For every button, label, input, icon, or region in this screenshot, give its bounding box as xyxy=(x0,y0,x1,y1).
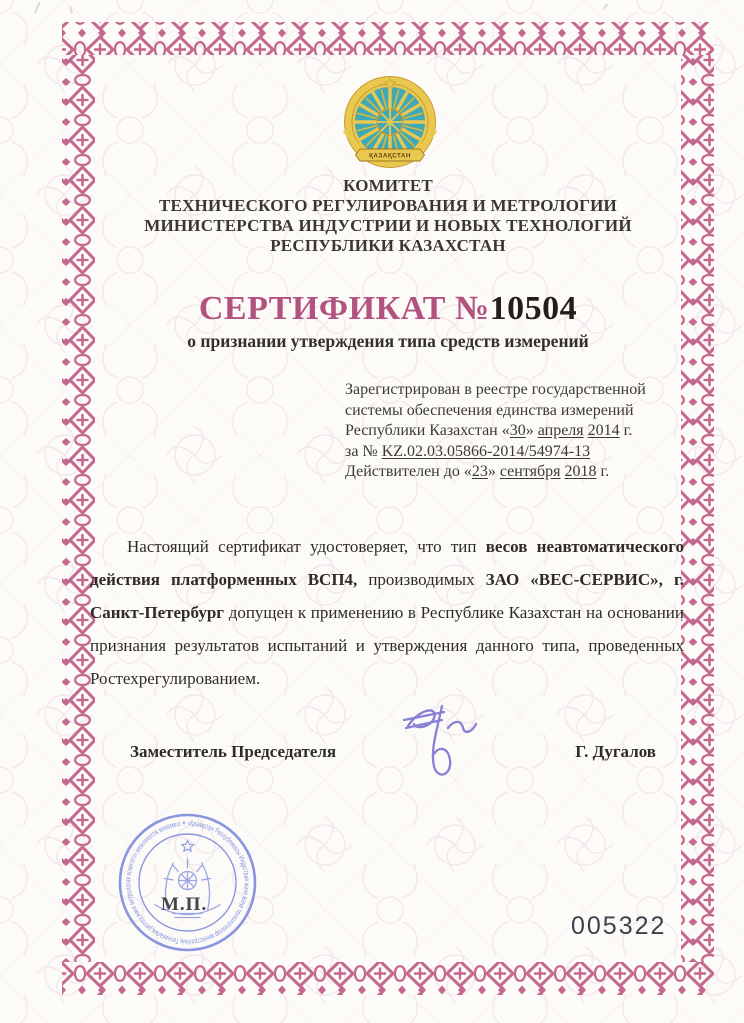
org-line-3: МИНИСТЕРСТВА ИНДУСТРИИ И НОВЫХ ТЕХНОЛОГИЙ xyxy=(144,216,632,235)
signatory-name: Г. Дугалов xyxy=(575,742,656,761)
handwritten-signature xyxy=(398,700,498,785)
valid-until-day: 23 xyxy=(471,463,488,480)
signatory-position: Заместитель Председателя xyxy=(130,742,337,761)
org-line-2: ТЕХНИЧЕСКОГО РЕГУЛИРОВАНИЯ И МЕТРОЛОГИИ xyxy=(159,196,617,215)
org-line-1: КОМИТЕТ xyxy=(343,176,433,195)
certificate-body: Настоящий сертификат удостоверяет, что тип весов неавтоматического действия платформенных ВСП4, производимых ЗАО «ВЕС-СЕРВИС», г. Санкт-Петербург допущен к применению в Республике Казахстан на основании признания результатов испытаний и утверждения данного типа, проведенных Ростехрегулированием. xyxy=(90,537,684,688)
org-line-4: РЕСПУБЛИКИ КАЗАХСТАН xyxy=(270,236,506,255)
registration-year: 2014 xyxy=(587,422,620,439)
registration-line-3: Республики Казахстан «30» апреля 2014 г. xyxy=(345,422,633,439)
valid-until-month: сентября xyxy=(499,463,561,480)
registration-line-4: за № KZ.02.03.05866-2014/54974-13 xyxy=(345,442,591,460)
stamp-place-label: М.П. xyxy=(161,894,208,915)
certificate-subtitle: о признании утверждения типа средств измерений xyxy=(187,331,589,351)
stamp-ring-text: «Қазақстан Республикасы Индустрия және жаңа технологиялар министрлігінің Техникалық реттеу және метрология комитеті» мемлекеттік мекемесі ✦ xyxy=(123,818,252,947)
emblem-banner-text: ҚАЗАҚСТАН xyxy=(369,152,411,160)
official-stamp xyxy=(116,811,259,954)
registration-block xyxy=(345,380,685,483)
issuing-authority xyxy=(62,176,714,256)
kazakhstan-emblem-icon xyxy=(343,74,437,170)
signature-row xyxy=(90,742,684,766)
registration-month: апреля xyxy=(537,422,584,439)
registration-day: 30 xyxy=(509,422,526,439)
valid-until-year: 2018 xyxy=(564,463,597,480)
certificate-title xyxy=(62,289,714,329)
registration-line-2: системы обеспечения единства измерений xyxy=(345,401,634,419)
certificate-title-label: СЕРТИФИКАТ № xyxy=(198,290,490,327)
registration-line-5: Действителен до «23» сентября 2018 г. xyxy=(345,463,610,480)
registry-number: KZ.02.03.05866-2014/54974-13 xyxy=(381,442,591,460)
registration-line-1: Зарегистрирован в реестре государственной xyxy=(345,381,646,398)
form-serial-number: 005322 xyxy=(571,912,667,940)
certificate-number: 10504 xyxy=(489,290,578,327)
